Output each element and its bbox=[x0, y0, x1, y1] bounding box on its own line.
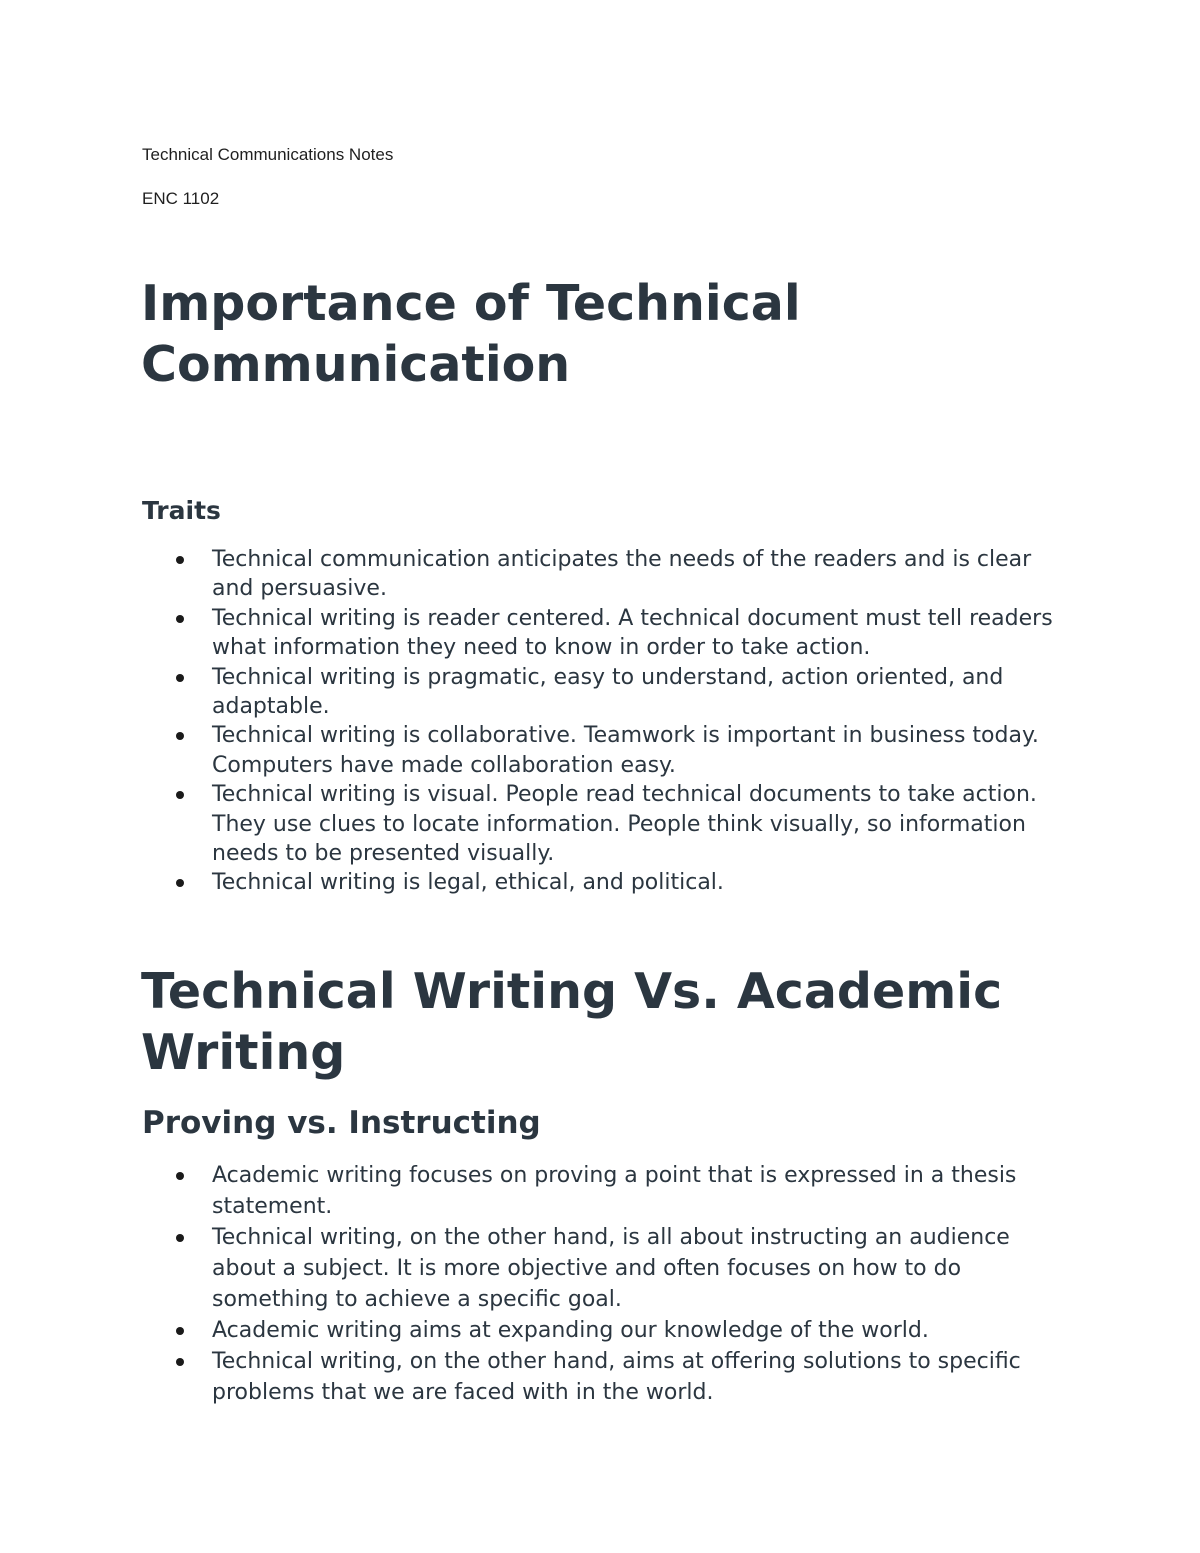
list-item bbox=[0, 868, 1072, 897]
course-code: ENC 1102 bbox=[142, 189, 220, 208]
list-item-text: Academic writing focuses on proving a point that is expressed in a thesis statement. bbox=[212, 1163, 1017, 1219]
list-item-text: Technical writing is collaborative. Teamwork is important in business today. Computers have made collaboration easy. bbox=[212, 723, 1039, 778]
bullet-icon bbox=[176, 791, 184, 799]
list-item bbox=[0, 663, 1072, 722]
list-item-text: Technical writing is visual. People read technical documents to take action. They use clues to locate information. People think visually, so information needs to be presented visually. bbox=[212, 782, 1037, 867]
bullet-icon bbox=[176, 1358, 184, 1366]
proving-list bbox=[0, 1160, 1100, 1408]
bullet-icon bbox=[176, 1234, 184, 1242]
heading-importance: Importance of Technical Communication bbox=[141, 275, 801, 393]
traits-list bbox=[0, 545, 1100, 898]
list-item bbox=[0, 721, 1072, 780]
list-item-text: Technical writing is reader centered. A technical document must tell readers what information they need to know in order to take action. bbox=[212, 605, 1053, 661]
list-item-text: Technical communication anticipates the needs of the readers and is clear and persuasive. bbox=[212, 547, 1032, 602]
list-item-text: Academic writing aims at expanding our knowledge of the world. bbox=[212, 1318, 929, 1343]
list-item bbox=[0, 1315, 1072, 1346]
document-title: Technical Communications Notes bbox=[142, 145, 394, 164]
bullet-icon bbox=[176, 556, 184, 564]
bullet-icon bbox=[176, 674, 184, 682]
subheading-proving-vs-instructing: Proving vs. Instructing bbox=[142, 1105, 541, 1141]
bullet-icon bbox=[176, 1172, 184, 1180]
subheading-traits: Traits bbox=[142, 496, 221, 525]
list-item bbox=[0, 780, 1072, 868]
list-item bbox=[0, 1222, 1072, 1315]
list-item-text: Technical writing, on the other hand, aims at offering solutions to specific problems that we are faced with in the world. bbox=[212, 1349, 1021, 1405]
list-item-text: Technical writing, on the other hand, is all about instructing an audience about a subject. It is more objective and often focuses on how to do something to achieve a specific goal. bbox=[212, 1225, 1010, 1312]
bullet-icon bbox=[176, 879, 184, 887]
bullet-icon bbox=[176, 615, 184, 623]
bullet-icon bbox=[176, 732, 184, 740]
list-item bbox=[0, 1346, 1072, 1408]
list-item-text: Technical writing is pragmatic, easy to understand, action oriented, and adaptable. bbox=[212, 664, 1004, 720]
list-item bbox=[0, 545, 1072, 604]
heading-technical-vs-academic: Technical Writing Vs. Academic Writing bbox=[141, 963, 1003, 1081]
list-item bbox=[0, 1160, 1072, 1222]
list-item-text: Technical writing is legal, ethical, and political. bbox=[212, 870, 724, 896]
list-item bbox=[0, 604, 1072, 663]
bullet-icon bbox=[176, 1327, 184, 1335]
